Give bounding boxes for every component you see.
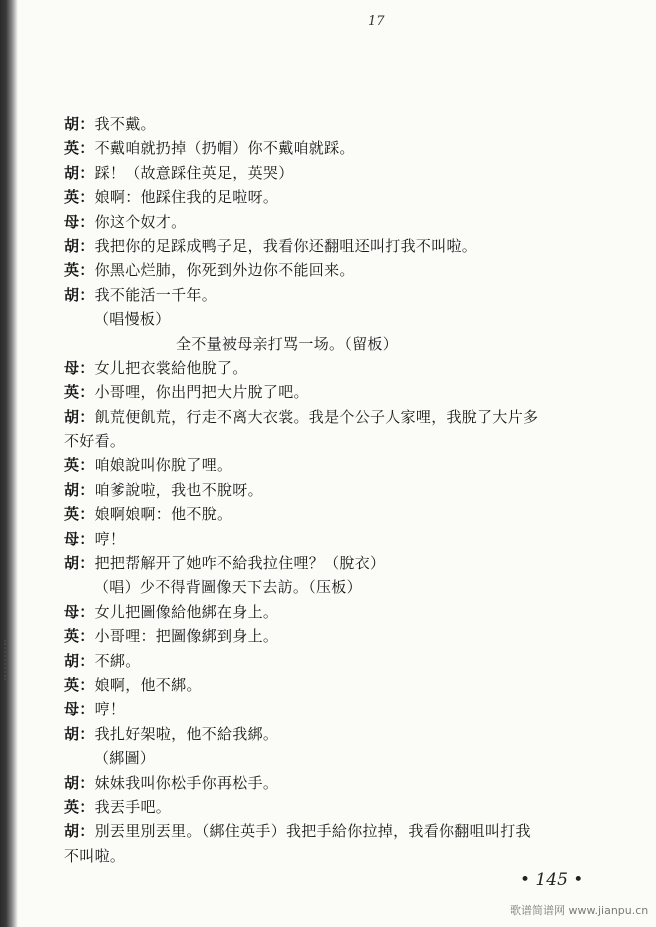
line-text: 你黑心烂肺，你死到外边你不能回来。 — [94, 261, 355, 280]
script-line — [64, 600, 624, 624]
watermark: 歌谱简谱网 www.jianpu.cn — [510, 904, 649, 917]
script-line — [64, 136, 624, 160]
script-line — [64, 112, 624, 136]
sung-line — [64, 575, 624, 599]
speaker-label: 英： — [64, 261, 95, 280]
script-line — [64, 356, 624, 380]
line-text: 你这个奴才。 — [94, 212, 187, 231]
binding-dots — [4, 640, 8, 680]
speaker-label: 英： — [64, 139, 95, 158]
script-line — [64, 819, 624, 843]
line-text: 我扎好架啦，他不給我綁。 — [94, 724, 279, 743]
continuation-line — [64, 429, 624, 453]
line-text: 哼！ — [94, 700, 126, 719]
speaker-label: 英： — [64, 797, 95, 816]
speaker-label: 胡： — [64, 724, 95, 743]
line-text: 娘啊，他不綁。 — [94, 675, 202, 694]
line-text: 飢荒便飢荒，行走不离大衣裳。我是个公子人家哩，我脫了大片多 — [94, 407, 539, 426]
line-text: 不綁。 — [94, 651, 141, 670]
line-text: 妹妹我叫你松手你再松手。 — [94, 773, 279, 792]
line-text: 咱娘說叫你脫了哩。 — [94, 456, 233, 475]
script-line — [64, 697, 624, 721]
book-binding-shadow — [0, 0, 18, 927]
speaker-label: 胡： — [64, 407, 95, 426]
line-text: 全不量被母亲打骂一场。（留板） — [176, 334, 399, 353]
line-text: 我不戴。 — [94, 115, 156, 133]
script-line — [64, 795, 624, 819]
speaker-label: 母： — [64, 358, 95, 377]
page-number: • 145 • — [520, 870, 584, 890]
line-text: （唱慢板） — [94, 310, 171, 329]
speaker-label: 英： — [64, 383, 95, 402]
line-text: 不戴咱就扔掉（扔帽）你不戴咱就踩。 — [94, 139, 355, 158]
line-text: （綁圖） — [94, 749, 156, 768]
line-text: 不好看。 — [64, 432, 126, 451]
script-line — [64, 673, 624, 697]
speaker-label: 胡： — [64, 822, 95, 841]
script-line — [64, 771, 624, 795]
stage-direction — [64, 307, 624, 331]
script-line — [64, 210, 624, 234]
script-line — [64, 649, 624, 673]
speaker-label: 胡： — [64, 115, 95, 133]
speaker-label: 母： — [64, 602, 95, 621]
line-text: 哼！ — [94, 529, 126, 548]
speaker-label: 胡： — [64, 236, 95, 255]
speaker-label: 母： — [64, 700, 95, 719]
speaker-label: 母： — [64, 529, 95, 548]
speaker-label: 英： — [64, 505, 95, 524]
script-line — [64, 258, 624, 282]
speaker-label: 英： — [64, 456, 95, 475]
script-line — [64, 380, 624, 404]
line-text: 把把帮解开了她咋不給我拉住哩？（脫衣） — [94, 554, 386, 573]
script-line — [64, 283, 624, 307]
top-mark: 17 — [368, 14, 385, 29]
sung-line — [64, 332, 624, 356]
speaker-label: 英： — [64, 627, 95, 646]
speaker-label: 胡： — [64, 480, 95, 499]
line-text: 我不能活一千年。 — [94, 285, 218, 304]
script-line — [64, 405, 624, 429]
speaker-label: 英： — [64, 188, 95, 207]
script-line — [64, 624, 624, 648]
stage-direction — [64, 746, 624, 770]
script-line — [64, 234, 624, 258]
speaker-label: 母： — [64, 212, 95, 231]
script-line — [64, 551, 624, 575]
speaker-label: 胡： — [64, 285, 95, 304]
speaker-label: 胡： — [64, 163, 95, 182]
speaker-label: 英： — [64, 675, 95, 694]
line-text: 踩！（故意踩住英足，英哭） — [94, 163, 294, 182]
script-line — [64, 502, 624, 526]
line-text: 小哥哩：把圖像綁到身上。 — [94, 627, 279, 646]
script-line — [64, 453, 624, 477]
script-line — [64, 722, 624, 746]
script-line — [64, 185, 624, 209]
line-text: 別丟里別丟里。（綁住英手）我把手給你拉掉，我看你翻咀叫打我 — [94, 822, 531, 841]
line-text: 女儿把圖像給他綁在身上。 — [94, 602, 279, 621]
script-line — [64, 161, 624, 185]
line-text: 娘啊：他踩住我的足啦呀。 — [94, 188, 279, 207]
line-text: 我丟手吧。 — [94, 797, 172, 816]
script-line — [64, 478, 624, 502]
speaker-label: 胡： — [64, 773, 95, 792]
line-text: 咱爹說啦，我也不脫呀。 — [94, 480, 263, 499]
script-line — [64, 527, 624, 551]
script-text — [64, 112, 624, 868]
speaker-label: 胡： — [64, 651, 95, 670]
speaker-label: 胡： — [64, 554, 95, 573]
line-text: 小哥哩，你出門把大片脫了吧。 — [94, 383, 309, 402]
line-text: 不叫啦。 — [64, 846, 126, 865]
line-text: 女儿把衣裳給他脫了。 — [94, 358, 248, 377]
continuation-line — [64, 844, 624, 868]
line-text: 我把你的足踩成鸭子足，我看你还翻咀还叫打我不叫啦。 — [94, 236, 478, 255]
line-text: 娘啊娘啊：他不脫。 — [94, 505, 233, 524]
line-text: （唱）少不得背圖像天下去訪。（压板） — [94, 578, 362, 597]
